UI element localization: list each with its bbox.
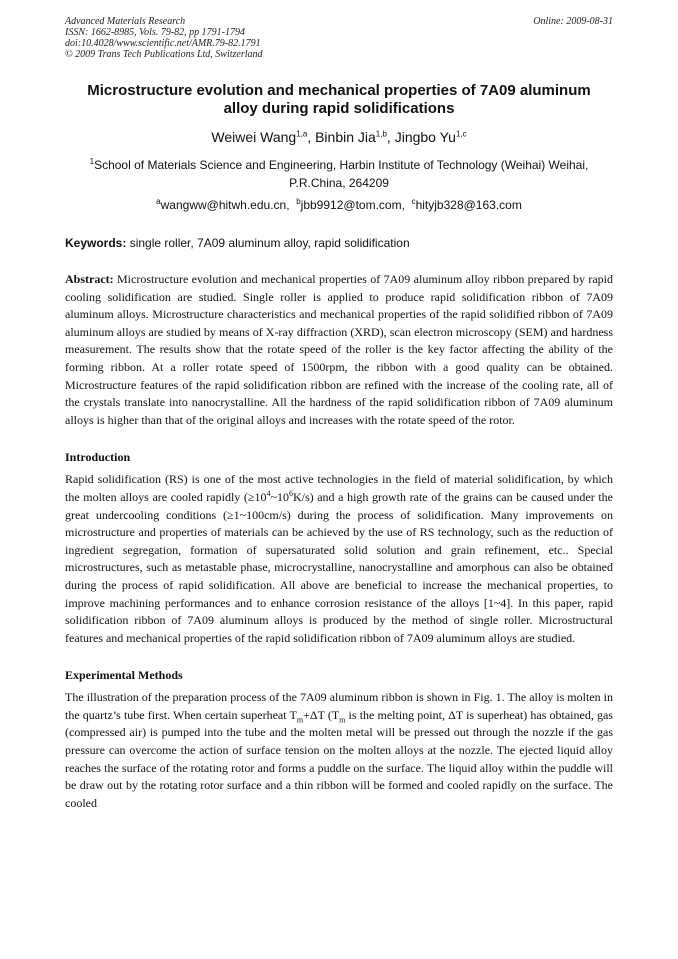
- affiliation-line-2: P.R.China, 264209: [289, 176, 389, 190]
- email-mark: c: [411, 197, 416, 206]
- author-separator: ,: [386, 129, 395, 145]
- abstract-text: Microstructure evolution and mechanical properties of 7A09 aluminum alloy ribbon prepared by rapid cooling solidification are studied. Single roller is applied to produce rapid solidification ribbon of 7A09 aluminum alloys. Microstructure characteristics and mechanical properties of the rapid solidified ribbon of 7A09 aluminum alloys are studied by means of X-ray diffraction (XRD), scan electron microscopy (SEM) and hardness measurement. The results show that the rotate speed of the roller is the key factor affecting the ability of the forming ribbon. At a roller rotate speed of 1500rpm, the ribbon with a good quality can be obtained. Microstructure features of the rapid solidification ribbon are refined with the increase of the cooling rate, all of the crystals translate into nanocrystalline. All the hardness of the rapid solidification ribbon of 7A09 aluminum alloys is higher than that of the original alloys and increases with the rotate speed of the rotor.: [65, 272, 613, 427]
- author-name: Weiwei Wang: [211, 129, 297, 145]
- methods-subscript: m: [339, 715, 346, 725]
- author-emails: [65, 197, 613, 213]
- journal-name: Advanced Materials Research: [65, 16, 186, 27]
- methods-text: +ΔT (T: [303, 707, 340, 722]
- intro-superscript: 6: [288, 488, 293, 498]
- author-separator: ,: [307, 129, 316, 145]
- paper-title: [65, 82, 613, 118]
- keywords-label: Keywords:: [65, 236, 127, 250]
- email-address: jbb9912@tom.com,: [300, 198, 405, 212]
- intro-text: K/s) and a high growth rate of the grains can be caused under the great undercooling conditions (≥1~100cm/s) during the process of solidification. Many improvements on microstructure and properties of materials can be achieved by the use of RS technology, such as the reduction of ingredient segregation, formation of supersaturated solid solution and grain refinement, etc.. Special microstructures, such as metastable phase, microcrystalline, nanocrystalline and amorphous can also be obtained during the process of rapid solidification. All above are beneficial to increase the mechanical properties, to improve machining performances and to enhance corrosion resistance of the alloys [1~4]. In this paper, rapid solidification ribbon of 7A09 aluminum alloys is produced by the method of single roller. Microstructural features and mechanical properties of the rapid solidification ribbon of 7A09 aluminum alloys are studied.: [65, 489, 613, 645]
- section-heading-introduction: Introduction: [65, 450, 131, 465]
- journal-copyright: © 2009 Trans Tech Publications Ltd, Switzerland: [65, 49, 263, 60]
- methods-text: is the melting point, ΔT is superheat) has obtained, gas (compressed air) is pumped into the tube and the molten metal will be pressed out through the nozzle if the gas pressure can overcome the action of surface tension on the molten alloys at the nozzle. The ejected liquid alloy reaches the surface of the rotating rotor and forms a puddle on the surface. The liquid alloy within the puddle will be draw out by the rotating rotor surface and a thin ribbon will be formed and cooled rapidly on the surface. The cooled: [65, 707, 613, 810]
- affiliation-line-1: School of Materials Science and Engineering, Harbin Institute of Technology (Weihai) Weihai,: [94, 158, 589, 172]
- author-affil-mark: 1,c: [455, 129, 467, 139]
- intro-superscript: 4: [266, 488, 271, 498]
- email-mark: a: [156, 197, 161, 206]
- journal-issn: ISSN: 1662-8985, Vols. 79-82, pp 1791-1794: [65, 27, 245, 38]
- title-line-1: Microstructure evolution and mechanical properties of 7A09 aluminum: [87, 82, 591, 99]
- email-mark: b: [296, 197, 301, 206]
- author-list: [65, 128, 613, 146]
- author-affil-mark: 1,a: [296, 129, 308, 139]
- methods-paragraph: [65, 689, 613, 812]
- intro-text: Rapid solidification (RS) is one of the most active technologies in the field of material solidification, by which the molten alloys are cooled rapidly (≥10: [65, 472, 613, 504]
- author-affil-mark: 1,b: [375, 129, 387, 139]
- journal-header: [65, 16, 613, 60]
- author-name: Jingbo Yu: [394, 129, 456, 145]
- keywords: [65, 235, 613, 251]
- affiliation-mark: 1: [89, 157, 95, 166]
- abstract-label: Abstract:: [65, 272, 114, 286]
- journal-doi: doi:10.4028/www.scientific.net/AMR.79-82.1791: [65, 38, 261, 49]
- title-line-2: alloy during rapid solidifications: [223, 100, 455, 117]
- introduction-paragraph: [65, 471, 613, 647]
- methods-text: The illustration of the preparation process of the 7A09 aluminum ribbon is shown in Fig. 1. The alloy is molten in the quartz’s tube first. When certain superheat T: [65, 690, 613, 722]
- abstract: [65, 271, 613, 429]
- keywords-text: single roller, 7A09 aluminum alloy, rapid solidification: [126, 236, 410, 250]
- email-address: wangww@hitwh.edu.cn,: [160, 198, 290, 212]
- methods-subscript: m: [296, 715, 304, 725]
- author-name: Binbin Jia: [315, 129, 376, 145]
- section-heading-methods: Experimental Methods: [65, 668, 183, 683]
- intro-text: ~10: [270, 489, 289, 504]
- email-address: hityjb328@163.com: [415, 198, 522, 212]
- online-date: Online: 2009-08-31: [533, 16, 613, 27]
- affiliation: [65, 156, 613, 192]
